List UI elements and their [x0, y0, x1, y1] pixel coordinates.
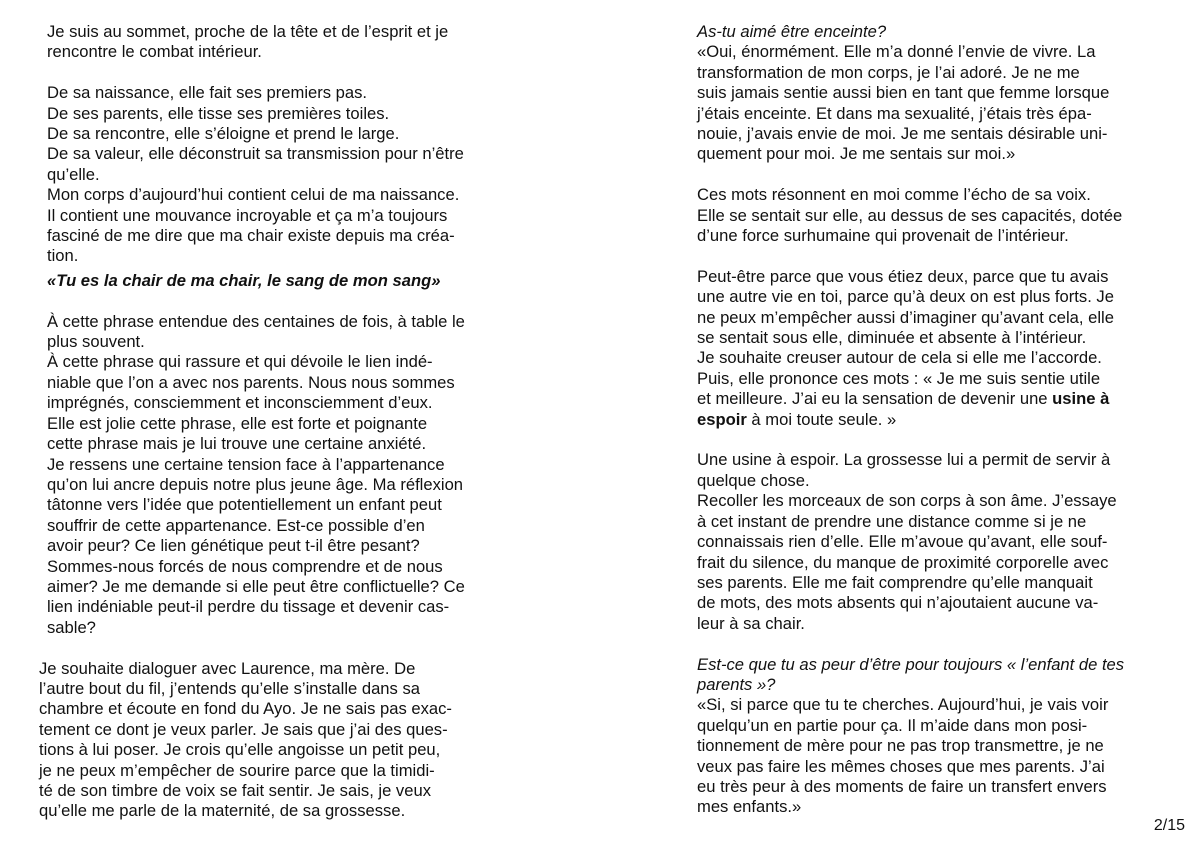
hope-factory-paragraph: Une usine à espoir. La grossesse lui a permit de servir à quelque chose. Recoller les morceaux de son corps à son âme. J’essaye à cet instant de prendre une distance comme si je ne connaissais rien d’elle. Elle m’avoue qu’avant, elle souf- frait du silence, du manque de proximité corporelle avec ses parents. Elle me fait comprendre qu’elle manquait de mots, des mots absents qui n’ajoutaient aucune va- leur à sa chair.: [697, 450, 1117, 633]
answer-parents: «Si, si parce que tu te cherches. Aujourd’hui, je vais voir quelqu’un en partie pour ça. Il m’aide dans mon posi- tionnement de mère pour ne pas trop transmettre, je ne veux pas faire les mêmes choses que mes parents. J’ai eu très peur à des moments de faire un transfert envers mes enfants.»: [697, 695, 1109, 817]
perhaps-text: Peut-être parce que vous étiez deux, parce que tu avais une autre vie en toi, parce qu’à deux on est plus forts. Je ne peux m’empêcher aussi d’imaginer qu’avant cela, elle se sentait sous elle, diminuée et absente à l’intérieur. Je souhaite creuser autour de cela si elle me l’accorde. Puis, elle prononce ces mots : « Je me suis sentie utile et meilleure. J’ai eu la sensation de devenir une: [697, 266, 1114, 409]
echo-paragraph: Ces mots résonnent en moi comme l’écho de sa voix. Elle se sentait sur elle, au dessus de ses capacités, dotée d’une force surhumaine qui provenait de l’intérieur.: [697, 185, 1123, 246]
bold-usine: usine à: [1052, 389, 1110, 409]
quote-heading: «Tu es la chair de ma chair, le sang de mon sang»: [47, 270, 441, 290]
left-column: [39, 22, 557, 822]
page-number: 2/15: [1153, 817, 1185, 834]
birth-paragraph: De sa naissance, elle fait ses premiers pas. De ses parents, elle tisse ses premières toiles. De sa rencontre, elle s’éloigne et prend le large. De sa valeur, elle déconstruit sa transmission pour n’être qu’elle. Mon corps d’aujourd’hui contient celui de ma naissance. Il contient une mouvance incroyable et ça m’a toujours fasciné de me dire que ma chair existe depuis ma créa- tion.: [47, 83, 464, 266]
dialogue-paragraph: Je souhaite dialoguer avec Laurence, ma mère. De l’autre bout du fil, j’entends qu’elle s’installe dans sa chambre et écoute en fond du Ayo. Je ne sais pas exac- tement ce dont je veux parler. Je sais que j’ai des ques- tions à lui poser. Je crois qu’elle angoisse un petit peu, je ne peux m’empêcher de sourire parce que la timidi- té de son timbre de voix se fait sentir. Je sais, je veux qu’elle me parle de la maternité, de sa grossesse.: [39, 658, 452, 821]
perhaps-paragraph: [697, 267, 1182, 430]
perhaps-end: à moi toute seule. »: [746, 409, 897, 429]
intro-paragraph: Je suis au sommet, proche de la tête et de l’esprit et je rencontre le combat intérieur.: [47, 22, 449, 62]
bold-espoir: espoir: [697, 409, 747, 429]
question-pregnancy: As-tu aimé être enceinte?: [697, 22, 887, 41]
answer-pregnancy: «Oui, énormément. Elle m’a donné l’envie de vivre. La transformation de mon corps, je l’ai adoré. Je ne me suis jamais sentie aussi bien en tant que femme lorsque j’étais enceinte. Et dans ma sexualité, j’étais très épa- nouie, j’avais envie de moi. Je me sentais désirable uni- quement pour moi. Je me sentais sur moi.»: [697, 42, 1110, 164]
question-parents: Est-ce que tu as peur d’être pour toujours « l’enfant de tes parents »?: [697, 654, 1125, 694]
right-column: [697, 22, 1182, 818]
phrase-paragraph: À cette phrase entendue des centaines de fois, à table le plus souvent. À cette phrase qui rassure et qui dévoile le lien indé- niable que l’on a avec nos parents. Nous nous sommes imprégnés, consciemment et inconsciemment d’eux. Elle est jolie cette phrase, elle est forte et poignante cette phrase mais je lui trouve une certaine anxiété. Je ressens une certaine tension face à l’appartenance qu’on lui ancre depuis notre plus jeune âge. Ma réflexion tâtonne vers l’idée que potentiellement un enfant peut souffrir de cette appartenance. Est-ce possible d’en avoir peur? Ce lien génétique peut t-il être pesant? Sommes-nous forcés de nous comprendre et de nous aimer? Je me demande si elle peut être conflictuelle? Ce lien indéniable peut-il perdre du tissage et devenir cas- sable?: [47, 311, 465, 637]
